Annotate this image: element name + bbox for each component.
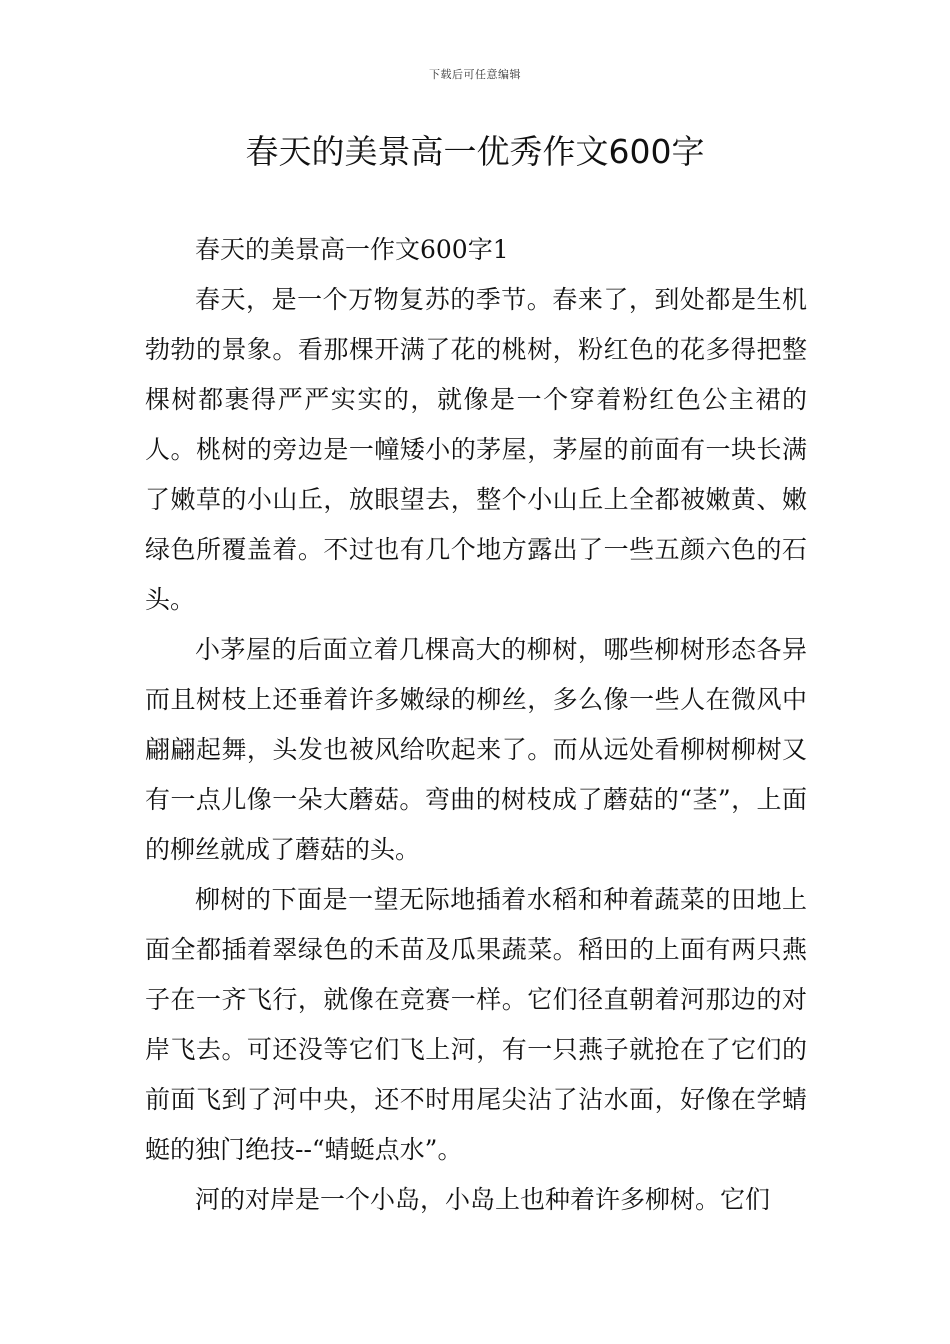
section-subtitle: 春天的美景高一作文600字1 (195, 235, 509, 264)
paragraph-3: 柳树的下面是一望无际地插着水稻和种着蔬菜的田地上面全都插着翠绿色的禾苗及瓜果蔬菜。稻田的上面有两只燕子在一齐飞行，就像在竞赛一样。它们径直朝着河那边的对岸飞去。可还没等它们飞上河，有一只燕子就抢在了它们的前面飞到了河中央，还不时用尾尖沾了沾水面，好像在学蜻蜓的独门绝技--“蜻蜓点水”。 (145, 885, 807, 1164)
document-body (145, 225, 807, 1225)
paragraph-2: 小茅屋的后面立着几棵高大的柳树，哪些柳树形态各异而且树枝上还垂着许多嫩绿的柳丝，多么像一些人在微风中翩翩起舞，头发也被风给吹起来了。而从远处看柳树柳树又有一点儿像一朵大蘑菇。弯曲的树枝成了蘑菇的“茎”，上面的柳丝就成了蘑菇的头。 (145, 635, 807, 864)
header-note: 下载后可任意编辑 (429, 68, 521, 81)
paragraph-1: 春天，是一个万物复苏的季节。春来了，到处都是生机勃勃的景象。看那棵开满了花的桃树，粉红色的花多得把整棵树都裹得严严实实的，就像是一个穿着粉红色公主裙的人。桃树的旁边是一幢矮小的茅屋，茅屋的前面有一块长满了嫩草的小山丘，放眼望去，整个小山丘上全都被嫩黄、嫩绿色所覆盖着。不过也有几个地方露出了一些五颜六色的石头。 (145, 285, 807, 614)
document-title: 春天的美景高一优秀作文600字 (245, 132, 705, 171)
paragraph-4: 河的对岸是一个小岛，小岛上也种着许多柳树。它们 (195, 1185, 771, 1214)
